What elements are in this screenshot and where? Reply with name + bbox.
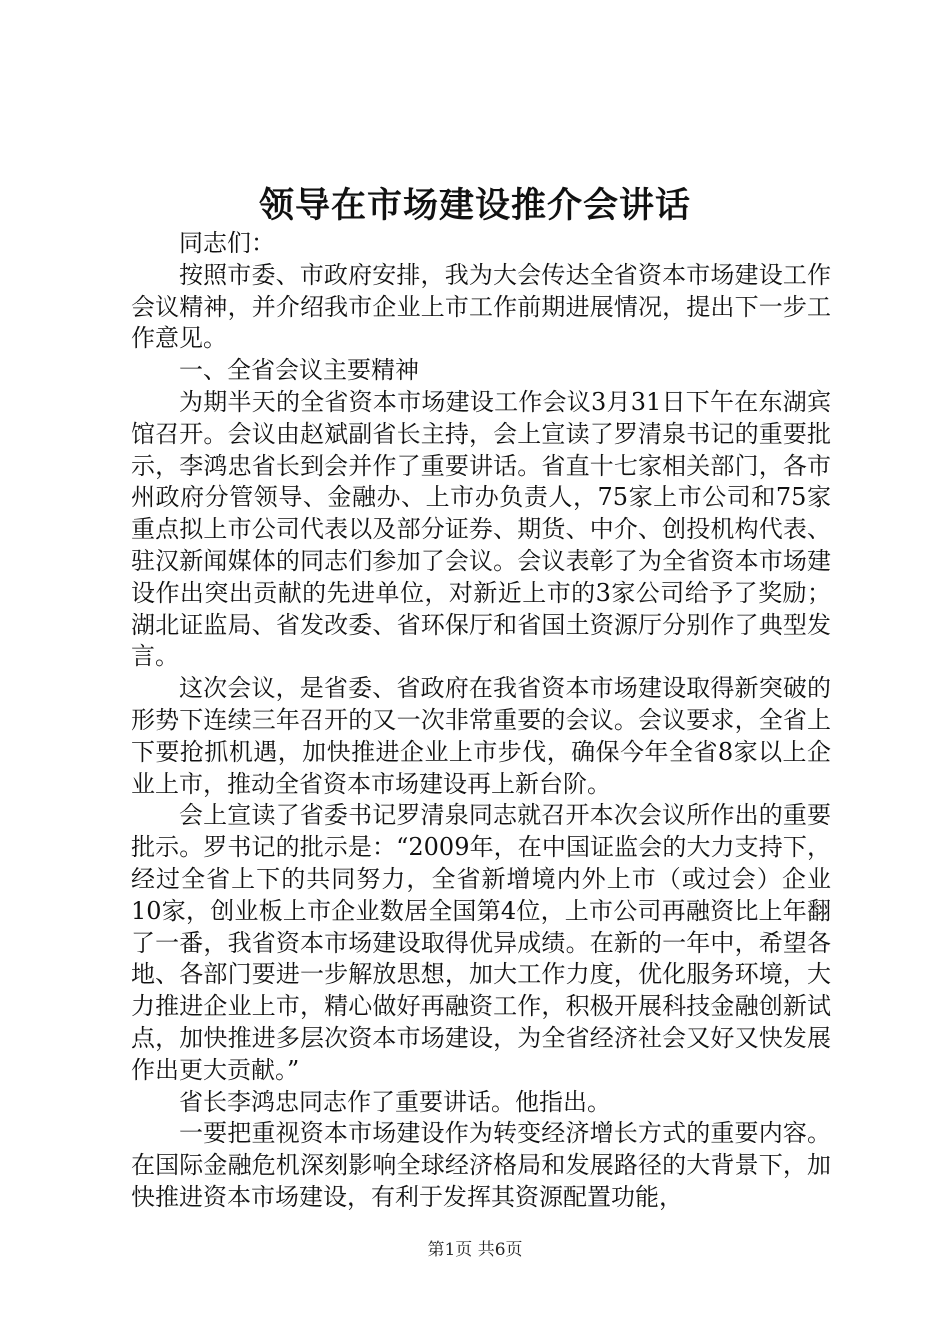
body-paragraph: 为期半天的全省资本市场建设工作会议3月31日下午在东湖宾馆召开。会议由赵斌副省长主持，会上宣读了罗清泉书记的重要批示，李鸿忠省长到会并作了重要讲话。省直十七家相关部门，各市州政府分管领导、金融办、上市办负责人，75家上市公司和75家重点拟上市公司代表以及部分证券、期货、中介、创投机构代表、驻汉新闻媒体的同志们参加了会议。会议表彰了为全省资本市场建设作出突出贡献的先进单位，对新近上市的3家公司给予了奖励；湖北证监局、省发改委、省环保厅和省国土资源厅分别作了典型发言。: [131, 387, 831, 671]
body-paragraph: 会上宣读了省委书记罗清泉同志就召开本次会议所作出的重要批示。罗书记的批示是：“2009年，在中国证监会的大力支持下，经过全省上下的共同努力，全省新增境内外上市（或过会）企业10家，创业板上市企业数居全国第4位，上市公司再融资比上年翻了一番，我省资本市场建设取得优异成绩。在新的一年中，希望各地、各部门要进一步解放思想，加大工作力度，优化服务环境，大力推进企业上市，精心做好再融资工作，积极开展科技金融创新试点，加快推进多层次资本市场建设，为全省经济社会又好又快发展作出更大贡献。”: [131, 801, 831, 1084]
body-paragraph: 省长李鸿忠同志作了重要讲话。他指出。: [179, 1087, 611, 1116]
section-heading: 一、全省会议主要精神: [179, 356, 419, 385]
salutation-paragraph: 同志们：: [179, 229, 275, 257]
body-paragraph: 按照市委、市政府安排，我为大会传达全省资本市场建设工作会议精神，并介绍我市企业上市工作前期进展情况，提出下一步工作意见。: [131, 260, 831, 353]
body-paragraph: 这次会议，是省委、省政府在我省资本市场建设取得新突破的形势下连续三年召开的又一次非常重要的会议。会议要求，全省上下要抢抓机遇，加快推进企业上市步伐，确保今年全省8家以上企业上市，推动全省资本市场建设再上新台阶。: [131, 674, 831, 798]
document-body: [131, 228, 831, 1214]
document-title: 领导在市场建设推介会讲话: [258, 185, 691, 226]
body-paragraph: 一要把重视资本市场建设作为转变经济增长方式的重要内容。在国际金融危机深刻影响全球经济格局和发展路径的大背景下，加快推进资本市场建设，有利于发挥其资源配置功能，: [131, 1119, 831, 1211]
page-number-footer: 第1页 共6页: [427, 1240, 523, 1260]
